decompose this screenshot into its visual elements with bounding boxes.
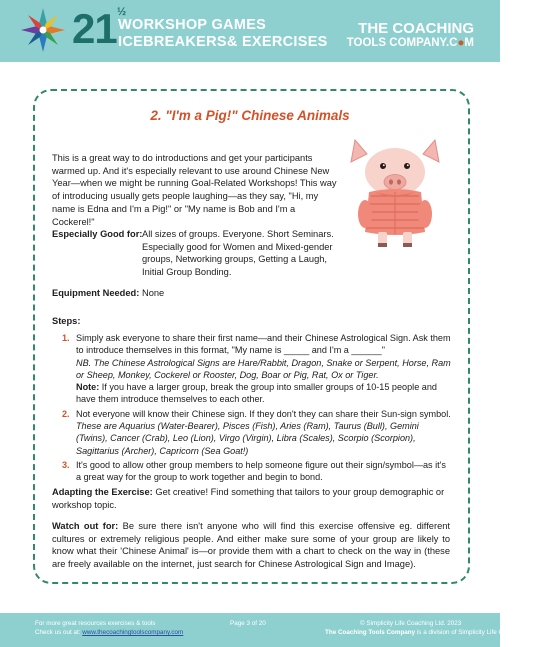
- brand-dot-icon: ●: [457, 37, 465, 49]
- pig-in-sweater-image: [345, 140, 445, 250]
- footer-copyright: © Simplicity Life Coaching Ltd. 2023: [360, 620, 462, 627]
- steps-list: [52, 332, 452, 486]
- crystal-burst-logo: [20, 7, 66, 53]
- book-title-line2: ICEBREAKERS& EXERCISES: [118, 34, 328, 50]
- step-note-label: Note:: [76, 382, 100, 393]
- brand-name-line2: TOOLS COMPANY.C●M: [346, 37, 474, 49]
- footer-website-line: [35, 629, 183, 636]
- footer-website-link[interactable]: www.thecoachingtoolscompany.com: [82, 629, 184, 636]
- adapting-paragraph: [52, 486, 450, 511]
- watch-out-text: Be sure there isn't anyone who will find this exercise offensive eg. different cultures or extremely religious people. And either make sure some of your group are likely to know what their 'Chinese Animal' is—or provide them with a chart to check on the way in (these are freely available on the internet, just search for Chinese Astrological Sign and Image).: [52, 521, 450, 570]
- book-title-line1: WORKSHOP GAMES: [118, 17, 267, 33]
- watch-out-paragraph: [52, 520, 450, 571]
- good-for-value: All sizes of groups. Everyone. Short Seminars. Especially good for Women and Mixed-gender groups, Networking groups, Getting a Laugh, Initial Group Bonding.: [142, 229, 334, 278]
- section-title: 2. "I'm a Pig!" Chinese Animals: [150, 108, 350, 123]
- footer-website-prefix: Check us out at:: [35, 629, 83, 636]
- steps-heading: Steps:: [52, 316, 81, 326]
- footer-page-number: Page 3 of 20: [230, 620, 266, 627]
- adapting-label: Adapting the Exercise:: [52, 487, 153, 497]
- adapting-text: Get creative! Find something that tailors to your group demographic or workshop topic.: [52, 487, 445, 510]
- equipment-value: None: [142, 288, 165, 298]
- page-header: [0, 0, 500, 62]
- footer-company-division: is a division of Simplicity Life Coaching Ltd.: [415, 629, 537, 636]
- footer-company-line: [325, 629, 537, 636]
- intro-paragraph: This is a great way to do introductions and get your participants warmed up. And it's especially relevant to use around Chinese New Year—when we might be running Goal-Related Workshops! This way of introducing usually gets people laughing—as they say, "Hi, my name is Edna and I'm a Pig!" or "My name is Bob and I'm a Cockerel!": [52, 153, 337, 227]
- step-item: [52, 459, 452, 484]
- book-number-fraction: ½: [117, 6, 127, 18]
- page-footer: [0, 613, 537, 647]
- book-number: 21: [72, 5, 117, 52]
- step-text: It's good to allow other group members to help someone figure out their sign/symbol—as it's a great way for the group to work together and begin to bond.: [76, 459, 446, 483]
- step-note-italic: These are Aquarius (Water-Bearer), Pisces (Fish), Aries (Ram), Taurus (Bull), Gemini (Twins), Cancer (Crab), Leo (Lion), Virgo (Virgin), Libra (Scales), Scorpio (Scorpion), Sagittarius (Archer), Capricorn (Sea Goat!): [76, 421, 419, 456]
- brand-name-line1: THE COACHING: [358, 20, 474, 37]
- step-note-text: If you have a larger group, break the group into smaller groups of 10-15 people and have them introduce themselves to each other.: [76, 382, 437, 405]
- footer-company-name: The Coaching Tools Company: [325, 629, 416, 636]
- good-for-label: Especially Good for:: [52, 229, 143, 239]
- step-text: Simply ask everyone to share their first name—and their Chinese Astrological Sign. Ask them to introduce themselves in this format, "My name is _____ and I'm a ______": [76, 333, 451, 356]
- footer-resources-text: For more great resources exercises & tools: [35, 620, 156, 627]
- step-number: 1.: [62, 333, 70, 343]
- step-item: [52, 332, 452, 406]
- watch-out-label: Watch out for:: [52, 521, 119, 531]
- equipment-label: Equipment Needed:: [52, 288, 140, 298]
- step-number: 3.: [62, 459, 70, 470]
- step-number: 2.: [62, 408, 70, 419]
- step-note-italic: NB. The Chinese Astrological Signs are Hare/Rabbit, Dragon, Snake or Serpent, Horse, Ram or Sheep, Monkey, Cockerel or Rooster, Dog, Boar or Pig, Rat, Ox or Tiger.: [76, 357, 451, 380]
- step-item: [52, 408, 452, 457]
- step-text: Not everyone will know their Chinese sign. If they don't they can share their Sun-sign symbol.: [76, 408, 451, 419]
